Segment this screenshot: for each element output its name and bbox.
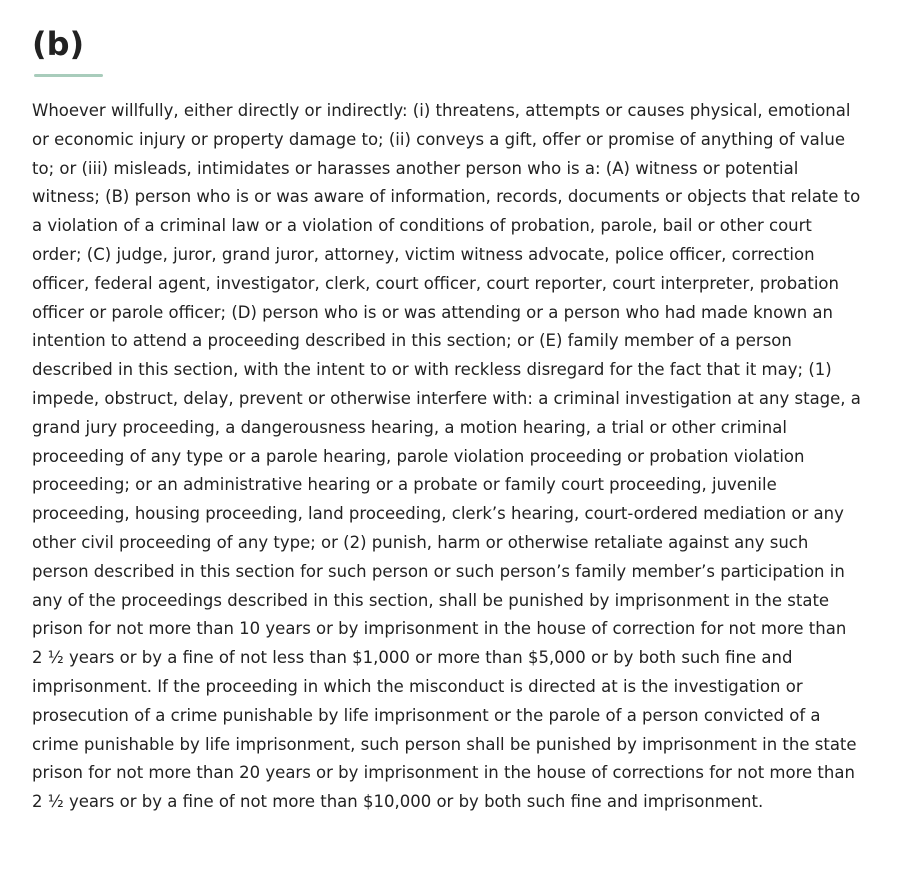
section-heading: (b) bbox=[32, 25, 85, 63]
heading-divider bbox=[34, 74, 103, 77]
section-body-text: Whoever willfully, either directly or indirectly: (i) threatens, attempts or causes physical, emotional or economic injury or property damage to; (ii) conveys a gift, offer or promise of anything of value to; or (iii) misleads, intimidates or harasses another person who is a: (A) witness or potential witness; (B) person who is or was aware of information, records, documents or objects that relate to a violation of a criminal law or a violation of conditions of probation, parole, bail or other court order; (C) judge, juror, grand juror, attorney, victim witness advocate, police officer, correction officer, federal agent, investigator, clerk, court officer, court reporter, court interpreter, probation officer or parole officer; (D) person who is or was attending or a person who had made known an intention to attend a proceeding described in this section; or (E) family member of a person described in this section, with the intent to or with reckless disregard for the fact that it may; (1) impede, obstruct, delay, prevent or otherwise interfere with: a criminal investigation at any stage, a grand jury proceeding, a dangerousness hearing, a motion hearing, a trial or other criminal proceeding of any type or a parole hearing, parole violation proceeding or probation violation proceeding; or an administrative hearing or a probate or family court proceeding, juvenile proceeding, housing proceeding, land proceeding, clerk’s hearing, court-ordered mediation or any other civil proceeding of any type; or (2) punish, harm or otherwise retaliate against any such person described in this section for such person or such person’s family member’s participation in any of the proceedings described in this section, shall be punished by imprisonment in the state prison for not more than 10 years or by imprisonment in the house of correction for not more than 2 ½ years or by a fine of not less than $1,000 or more than $5,000 or by both such fine and imprisonment. If the proceeding in which the misconduct is directed at is the investigation or prosecution of a crime punishable by life imprisonment or the parole of a person convicted of a crime punishable by life imprisonment, such person shall be punished by imprisonment in the state prison for not more than 20 years or by imprisonment in the house of corrections for not more than 2 ½ years or by a fine of not more than $10,000 or by both such fine and imprisonment. bbox=[32, 101, 861, 812]
statute-section bbox=[32, 22, 862, 817]
